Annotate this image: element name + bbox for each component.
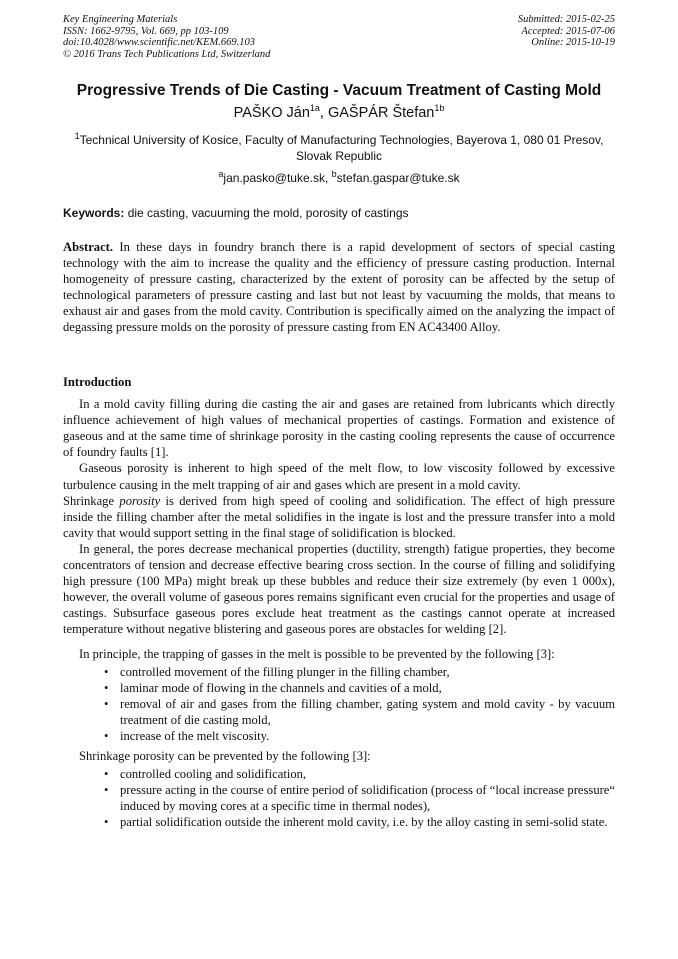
list-item: • controlled movement of the filling plunger in the filling chamber, (120, 664, 615, 680)
abstract-text: In these days in foundry branch there is a rapid development of sectors of special casting technology with the aim to increase the quality and the efficiency of pressure casting production. Internal homogeneity of pressure casting, characterized by the extent of porosity can be affected by the setup of technological parameters of pressure casting and last but not least by vacuuming the molds, that means to exhaust air and gases from the mold cavity. Contribution is specifically aimed on the analyzing the impact of degassing pressure molds on the porosity of pressure casting from EN AC43400 Alloy. (63, 240, 615, 335)
introduction-section (63, 374, 615, 835)
list-item: • pressure acting in the course of entire period of solidification (process of “local increase pressure“ induced by moving cores at a specific time in thermal nodes), (120, 782, 615, 814)
list-item: • laminar mode of flowing in the channels and cavities of a mold, (120, 680, 615, 696)
list-item: • increase of the melt viscosity. (120, 728, 615, 744)
online-date: Online: 2015-10-19 (531, 37, 615, 48)
accepted-date: Accepted: 2015-07-06 (521, 25, 615, 37)
doi-line: doi:10.4028/www.scientific.net/KEM.669.103 (63, 37, 255, 48)
paragraph: Shrinkage porosity is derived from high speed of cooling and solidification. The effect of high pressure inside the filling chamber after the metal solidifies in the ingate is lost and the pressure transfer into a mold cavity that would support setting in the final stage of solidification is blocked. (63, 493, 615, 540)
list-item: • removal of air and gases from the filling chamber, gating system and mold cavity - by vacuum treatment of die casting mold, (120, 696, 615, 728)
paragraph: Shrinkage porosity can be prevented by the following [3]: (79, 749, 371, 764)
prevention-shrinkage-list (63, 766, 615, 830)
author-list (40, 104, 638, 122)
keywords-text: die casting, vacuuming the mold, porosity of castings (124, 206, 409, 220)
dates-info (518, 14, 615, 49)
affiliation-text: Technical University of Kosice, Faculty of Manufacturing Technologies, Bayerova 1, 080 01 Presov, Slovak Republic (79, 133, 604, 163)
paragraph: Gaseous porosity is inherent to high speed of the melt flow, to low viscosity followed by excessive turbulence causing in the melt trapping of air and gases which are present in a mold cavity. (63, 461, 615, 492)
copyright-line: © 2016 Trans Tech Publications Ltd, Switzerland (63, 48, 271, 60)
keywords (63, 205, 615, 221)
keywords-label: Keywords: (63, 206, 125, 220)
section-heading: Introduction (63, 375, 132, 389)
list-item: • controlled cooling and solidification, (120, 766, 615, 782)
list-item: • partial solidification outside the inherent mold cavity, i.e. by the alloy casting in semi-solid state. (120, 814, 615, 830)
email-a-sup: a (218, 169, 224, 179)
email-b-sup: b (331, 169, 337, 179)
affiliation (63, 132, 615, 164)
paragraph: In principle, the trapping of gasses in the melt is possible to be prevented by the following [3]: (79, 646, 555, 661)
emails (63, 170, 615, 186)
abstract (63, 239, 615, 336)
author-2: GAŠPÁR Štefan (327, 105, 435, 121)
author-1: PAŠKO Ján (233, 105, 310, 121)
paragraph: In a mold cavity filling during die casting the air and gases are retained from lubricants which directly influence achievement of high values of mechanical properties of castings. Formation and existence of gaseous and at the same time of shrinkage porosity in the casting cooling represents the cause of occurrence of foundry faults [1]. (63, 397, 615, 460)
author-2-sup: 1b (434, 103, 445, 114)
abstract-label: Abstract. (63, 240, 114, 254)
issn-line: ISSN: 1662-9795, Vol. 669, pp 103-109 (63, 25, 229, 37)
email-b: stefan.gaspar@tuke.sk (336, 171, 460, 185)
submitted-date: Submitted: 2015-02-25 (517, 14, 615, 25)
email-a: jan.pasko@tuke.sk, (223, 171, 332, 185)
paper-title: Progressive Trends of Die Casting - Vacuum Treatment of Casting Mold (76, 82, 602, 99)
affiliation-sup: 1 (74, 131, 80, 141)
author-separator: , (319, 105, 328, 121)
journal-info (63, 14, 270, 60)
author-1-sup: 1a (309, 103, 320, 114)
prevention-gas-list (63, 664, 615, 744)
emphasis: porosity (119, 493, 161, 508)
paragraph: In general, the pores decrease mechanical properties (ductility, strength) fatigue properties, they become concentrators of tension and decrease effective bearing cross section. In the course of filling and solidifying high pressure (100 MPa) might break up these bubbles and reduce their size extremely (by even 1 000x), however, the overall volume of gaseous pores remains significant even crucial for the properties and usage of castings. Subsurface gaseous pores exclude heat treatment as the castings cannot operate at increased temperature without negative blistering and gaseous pores are obstacles for welding [2]. (63, 541, 615, 637)
journal-name: Key Engineering Materials (63, 14, 178, 25)
